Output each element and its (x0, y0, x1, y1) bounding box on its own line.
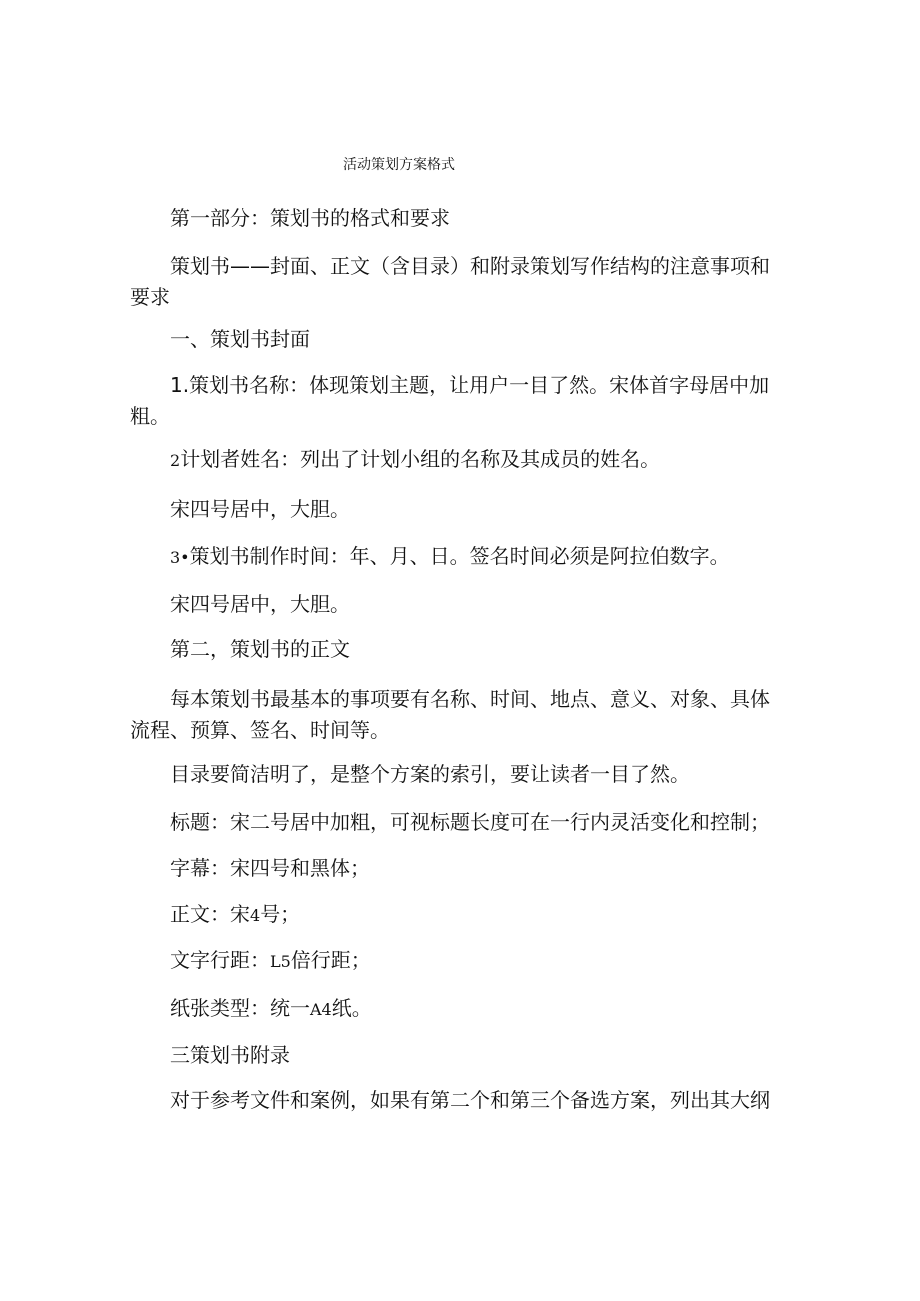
item-text: 计划者姓名：列出了计划小组的名称及其成员的姓名。 (180, 447, 661, 471)
paragraph-toc: 目录要简洁明了，是整个方案的索引，要让读者一目了然。 (170, 762, 690, 786)
text-segment: 纸。 (331, 996, 372, 1020)
paragraph-body-format (130, 899, 780, 931)
number-segment: 4 (250, 906, 261, 925)
text-segment: 号； (260, 902, 301, 926)
text-segment: 纸张类型：统一 (170, 996, 310, 1020)
paragraph-planner-name (130, 444, 780, 476)
item-text: 策划书制作时间：年、月、日。签名时间必须是阿拉伯数字。 (189, 544, 730, 568)
paragraph-appendix: 对于参考文件和案例，如果有第二个和第三个备选方案，列出其大纲 (170, 1088, 770, 1112)
text-segment: 文字行距： (170, 948, 270, 972)
paragraph-name: 1.策划书名称：体现策划主题，让用户一目了然。宋体首字母居中加粗。 (130, 373, 770, 428)
text-segment: 正文：宋 (170, 902, 250, 926)
section-heading-part-one: 第一部分：策划书的格式和要求 (170, 206, 450, 230)
section-heading-appendix: 三策划书附录 (170, 1043, 290, 1067)
number-segment: A4 (310, 1000, 332, 1019)
paragraph-title-format: 标题：宋二号居中加粗，可视标题长度可在一行内灵活变化和控制； (170, 810, 770, 834)
text-segment: 倍行距； (290, 948, 371, 972)
document-title: 活动策划方案格式 (343, 157, 455, 173)
paragraph-line-spacing (130, 945, 780, 977)
paragraph-format-note: 宋四号居中，大胆。 (170, 497, 350, 521)
paragraph-date (130, 541, 780, 573)
paragraph-basics: 每本策划书最基本的事项要有名称、时间、地点、意义、对象、具体流程、预算、签名、时间等。 (130, 687, 770, 742)
paragraph-structure: 策划书——封面、正文（含目录）和附录策划写作结构的注意事项和要求 (130, 254, 770, 309)
section-heading-cover: 一、策划书封面 (170, 327, 310, 351)
section-heading-body: 第二，策划书的正文 (170, 637, 350, 661)
item-number: 3• (170, 548, 190, 567)
paragraph-format-note: 宋四号居中，大胆。 (170, 592, 350, 616)
number-segment: L5 (270, 952, 291, 971)
paragraph-subtitle-format: 字幕：宋四号和黑体； (170, 856, 370, 880)
item-number: 2 (170, 451, 181, 470)
paragraph-paper-type (130, 993, 780, 1025)
